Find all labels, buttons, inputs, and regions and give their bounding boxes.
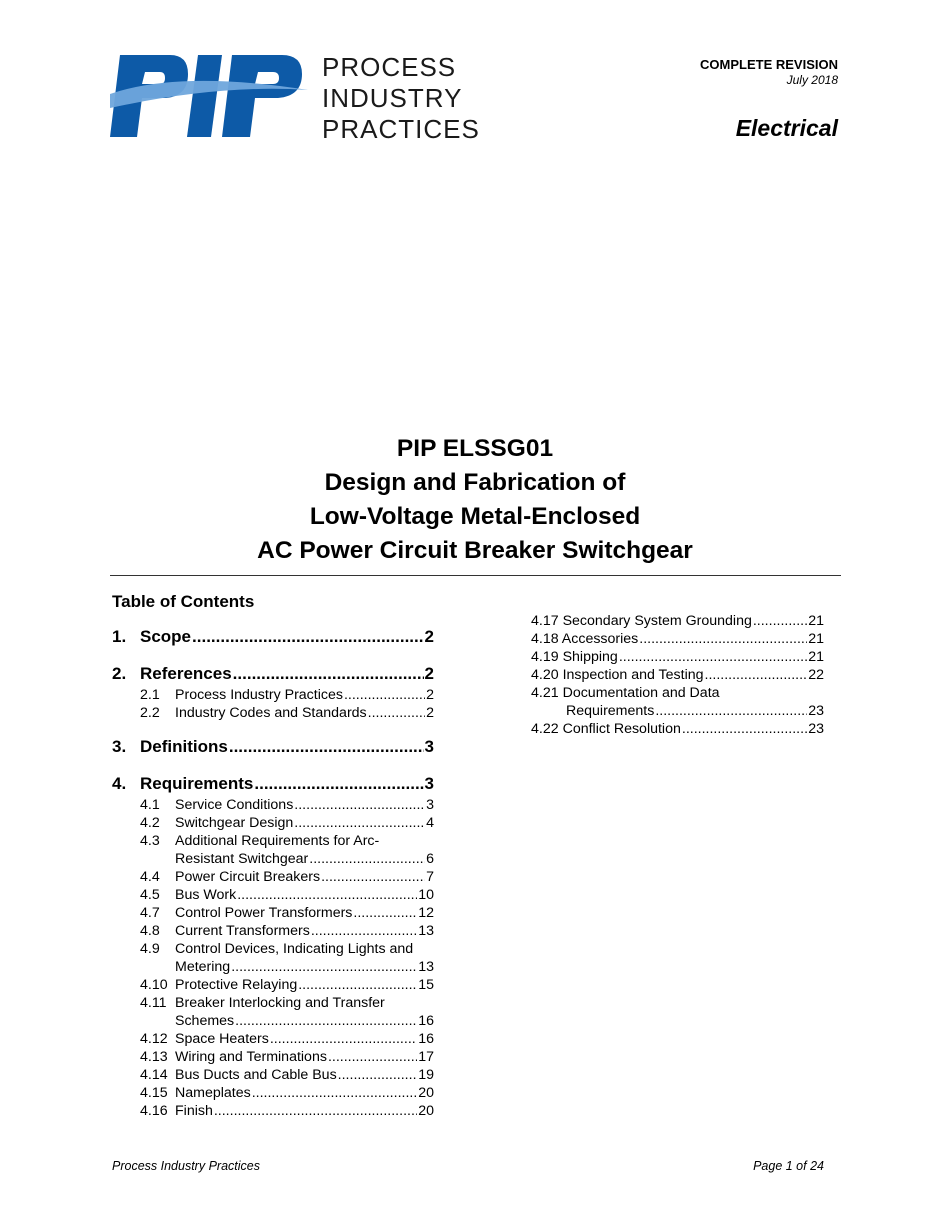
toc-entry-number: 4.15	[140, 1085, 168, 1101]
toc-entry-continuation[interactable]	[112, 1013, 434, 1031]
toc-page-number: 2	[424, 664, 434, 683]
toc-entry-label-cont: Metering	[175, 959, 231, 975]
toc-entry-page: 20	[418, 1085, 434, 1101]
toc-entry[interactable]	[531, 631, 824, 649]
toc-entry-number: 4.10	[140, 977, 168, 993]
logo-line-2: INDUSTRY	[322, 83, 463, 113]
logo-line-1: PROCESS	[322, 52, 457, 82]
toc-entry-continuation[interactable]	[112, 959, 434, 977]
toc-column-2	[531, 613, 824, 739]
toc-page-number: 3	[424, 774, 434, 793]
toc-entry-label: 4.17 Secondary System Grounding	[531, 613, 752, 629]
toc-entry-label: 4.21 Documentation and Data	[531, 685, 720, 701]
toc-entry-number: 2.2	[140, 705, 160, 721]
revision-label: COMPLETE REVISION	[700, 57, 838, 72]
toc-entry[interactable]	[112, 833, 434, 851]
toc-entry-page: 3	[426, 797, 434, 813]
toc-entry[interactable]	[531, 613, 824, 631]
toc-entry-page: 7	[426, 869, 434, 885]
toc-section-requirements[interactable]	[112, 774, 434, 797]
pip-logo-mark	[110, 50, 310, 142]
toc-entry-page: 23	[808, 703, 824, 719]
pip-logo	[110, 50, 310, 142]
toc-entry[interactable]	[112, 687, 434, 705]
toc-entry-label-cont: Schemes	[175, 1013, 235, 1029]
footer-publisher: Process Industry Practices	[112, 1159, 260, 1173]
toc-entry-page: 4	[426, 815, 434, 831]
toc-entry-page: 21	[808, 649, 824, 665]
toc-entry-page: 19	[418, 1067, 434, 1083]
toc-entry-continuation[interactable]	[531, 703, 824, 721]
toc-entry[interactable]	[112, 1067, 434, 1085]
toc-entry-number: 4.3	[140, 833, 160, 849]
toc-entry[interactable]	[112, 705, 434, 723]
footer-page-number: Page 1 of 24	[753, 1159, 824, 1173]
toc-entry-page: 12	[418, 905, 434, 921]
toc-entry[interactable]	[531, 685, 824, 703]
toc-entry-label: Additional Requirements for Arc-	[175, 833, 380, 849]
toc-entry-label: 4.20 Inspection and Testing	[531, 667, 704, 683]
toc-entry-label: Service Conditions	[175, 797, 294, 813]
toc-section-label: Requirements	[140, 774, 254, 793]
title-line-3: Low-Voltage Metal-Enclosed	[309, 503, 641, 530]
toc-page-number: 3	[424, 737, 434, 756]
toc-entry-page: 10	[418, 887, 434, 903]
toc-entry-page: 21	[808, 613, 824, 629]
toc-entry-page: 17	[418, 1049, 434, 1065]
toc-entry-label-cont: Requirements	[566, 703, 655, 719]
toc-entry-page: 13	[418, 923, 434, 939]
toc-entry[interactable]	[112, 1031, 434, 1049]
toc-entry-number: 2.1	[140, 687, 160, 703]
toc-entry-page: 6	[426, 851, 434, 867]
toc-entry-number: 4.2	[140, 815, 160, 831]
toc-entry[interactable]	[112, 1085, 434, 1103]
logo-wordmark	[322, 52, 480, 145]
toc-entry[interactable]	[112, 905, 434, 923]
toc-entry[interactable]	[112, 923, 434, 941]
title-line-1: PIP ELSSG01	[396, 435, 554, 462]
toc-entry-number: 4.17	[531, 613, 559, 629]
toc-entry-label: Bus Ducts and Cable Bus	[175, 1067, 337, 1083]
discipline-label: Electrical	[735, 115, 838, 141]
toc-entry-page: 16	[418, 1031, 434, 1047]
toc-entry-page: 15	[418, 977, 434, 993]
toc-entry-page: 22	[808, 667, 824, 683]
toc-entry[interactable]	[531, 721, 824, 739]
toc-entry-label: Finish	[175, 1103, 213, 1119]
toc-entry-label: 4.19 Shipping	[531, 649, 618, 665]
toc-entry[interactable]	[112, 797, 434, 815]
toc-entry-number: 4.12	[140, 1031, 168, 1047]
toc-entry-page: 13	[418, 959, 434, 975]
logo-line-3: PRACTICES	[322, 114, 480, 144]
toc-entry-label: Wiring and Terminations	[175, 1049, 327, 1065]
toc-entry-label: Nameplates	[175, 1085, 251, 1101]
toc-entry[interactable]	[112, 995, 434, 1013]
toc-entry-label: Bus Work	[175, 887, 237, 903]
toc-entry-number: 4.22	[531, 721, 559, 737]
toc-entry-number: 4.8	[140, 923, 160, 939]
toc-entry-continuation[interactable]	[112, 851, 434, 869]
toc-entry-page: 16	[418, 1013, 434, 1029]
document-title	[0, 432, 950, 568]
toc-entry[interactable]	[112, 815, 434, 833]
toc-section-number: 4.	[112, 774, 127, 793]
toc-entry-label-cont: Resistant Switchgear	[175, 851, 309, 867]
toc-entry[interactable]	[112, 887, 434, 905]
toc-entry-number: 4.1	[140, 797, 160, 813]
toc-entry-number: 4.18	[531, 631, 559, 647]
toc-section-definitions[interactable]	[112, 737, 434, 760]
revision-date: July 2018	[786, 73, 838, 87]
title-line-4: AC Power Circuit Breaker Switchgear	[257, 537, 693, 564]
toc-page-number: 2	[424, 627, 434, 646]
toc-section-label: Scope	[140, 627, 192, 646]
toc-section-number: 1.	[112, 627, 127, 646]
toc-section-number: 3.	[112, 737, 127, 756]
toc-entry[interactable]	[531, 649, 824, 667]
toc-column-1	[112, 627, 434, 1121]
toc-entry-page: 23	[808, 721, 824, 737]
toc-entry-number: 4.19	[531, 649, 559, 665]
title-divider	[110, 575, 841, 576]
toc-entry-number: 4.5	[140, 887, 160, 903]
toc-section-label: References	[140, 664, 232, 683]
toc-entry-page: 20	[418, 1103, 434, 1119]
toc-entry-label: 4.22 Conflict Resolution	[531, 721, 681, 737]
toc-entry-number: 4.11	[140, 995, 167, 1011]
toc-heading: Table of Contents	[112, 592, 255, 611]
revision-block	[700, 57, 838, 87]
toc-entry-page: 2	[426, 705, 434, 721]
toc-entry[interactable]	[112, 977, 434, 995]
toc-entry-number: 4.9	[140, 941, 160, 957]
toc-entry-label: Current Transformers	[175, 923, 310, 939]
toc-entry-number: 4.20	[531, 667, 559, 683]
toc-entry[interactable]	[112, 869, 434, 887]
toc-entry-label: Breaker Interlocking and Transfer	[175, 995, 385, 1011]
toc-entry-page: 2	[426, 687, 434, 703]
toc-entry-label: Control Devices, Indicating Lights and	[175, 941, 414, 957]
toc-section-references[interactable]	[112, 664, 434, 687]
toc-entry-number: 4.21	[531, 685, 559, 701]
toc-entry[interactable]	[112, 1103, 434, 1121]
toc-entry-page: 21	[808, 631, 824, 647]
toc-entry-label: Process Industry Practices	[175, 687, 343, 703]
toc-entry-label: Space Heaters	[175, 1031, 269, 1047]
toc-entry-label: Control Power Transformers	[175, 905, 353, 921]
toc-entry-number: 4.7	[140, 905, 160, 921]
toc-entry[interactable]	[112, 1049, 434, 1067]
toc-entry-number: 4.13	[140, 1049, 168, 1065]
toc-entry-label: Power Circuit Breakers	[175, 869, 321, 885]
toc-section-label: Definitions	[140, 737, 228, 756]
toc-entry-label: Industry Codes and Standards	[175, 705, 367, 721]
toc-entry[interactable]	[112, 941, 434, 959]
toc-entry[interactable]	[531, 667, 824, 685]
toc-entry-label: Switchgear Design	[175, 815, 294, 831]
toc-section-scope[interactable]	[112, 627, 434, 650]
toc-section-number: 2.	[112, 664, 127, 683]
toc-entry-number: 4.16	[140, 1103, 168, 1119]
title-line-2: Design and Fabrication of	[324, 469, 626, 496]
toc-entry-number: 4.4	[140, 869, 160, 885]
toc-entry-label: Protective Relaying	[175, 977, 298, 993]
toc-entry-label: 4.18 Accessories	[531, 631, 639, 647]
toc-entry-number: 4.14	[140, 1067, 168, 1083]
